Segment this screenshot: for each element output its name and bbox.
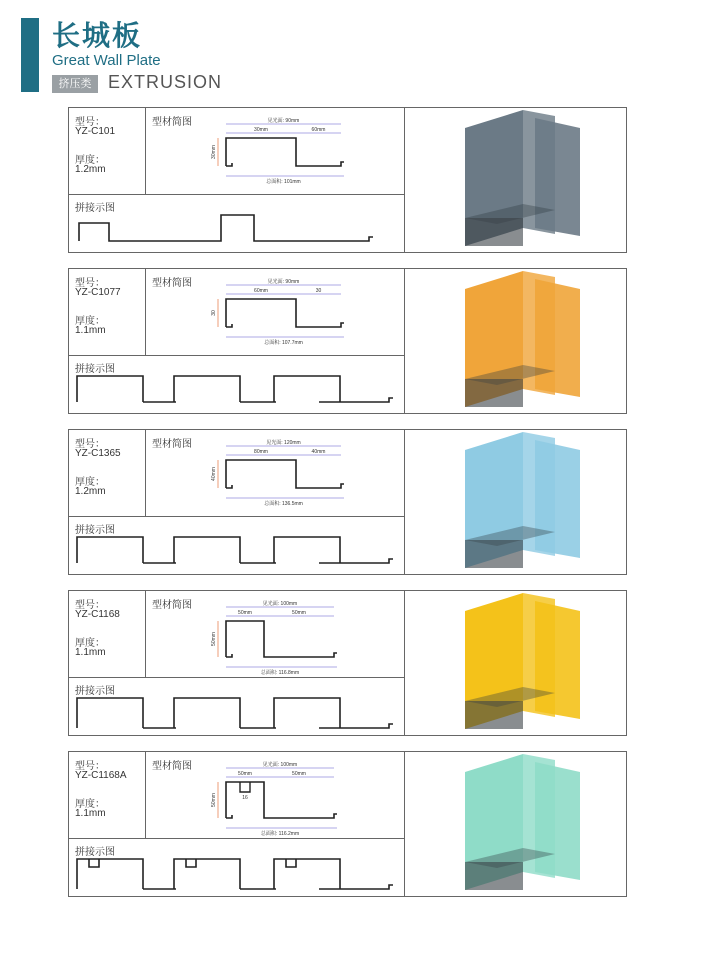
- dim-total: 总面积: 101mm: [266, 179, 301, 185]
- thickness-label: 厚度：: [75, 638, 105, 649]
- dim-right: 50mm: [292, 610, 306, 616]
- dim-total: 总面积: 116.2mm: [260, 831, 300, 837]
- profile-outline: [226, 299, 344, 327]
- thickness-value: 1.2mm: [75, 164, 106, 175]
- dim-right: 50mm: [292, 771, 306, 777]
- dim-visible-width: 见光面: 120mm: [266, 440, 301, 446]
- model-label: 型号：: [75, 439, 105, 450]
- thickness-value: 1.1mm: [75, 647, 106, 658]
- model-cell: [69, 430, 146, 517]
- product-render: [405, 108, 627, 252]
- product-photo: [405, 752, 627, 896]
- model-cell: [69, 752, 146, 839]
- dim-visible-width: 见光面: 100mm: [262, 762, 298, 768]
- dim-height: 30mm: [211, 145, 217, 159]
- dim-height: 30: [211, 310, 217, 316]
- drawing-label: 型材简图: [152, 761, 192, 772]
- profile-drawing: [146, 430, 405, 517]
- profile-hook: [226, 485, 232, 488]
- model-label: 型号：: [75, 278, 105, 289]
- product-card: [68, 751, 627, 897]
- model-cell: [69, 108, 146, 195]
- thickness-value: 1.1mm: [75, 808, 106, 819]
- splice-diagram-cell: [69, 195, 405, 252]
- model-label: 型号：: [75, 600, 105, 611]
- drawing-label: 型材简图: [152, 117, 192, 128]
- model-value: YZ-C1168: [75, 609, 120, 620]
- page-title: 长城板: [52, 19, 143, 52]
- splice-outline: [77, 698, 393, 728]
- splice-diagram-cell: [69, 517, 405, 574]
- dim-total: 总面积: 136.5mm: [264, 501, 303, 507]
- splice-diagram-cell: [69, 839, 405, 896]
- render-opening: [465, 540, 523, 568]
- drawing-label: 型材简图: [152, 278, 192, 289]
- profile-drawing: [146, 752, 405, 839]
- product-render: [405, 430, 627, 574]
- thickness-label: 厚度：: [75, 799, 105, 810]
- profile-hook: [226, 324, 232, 327]
- render-opening: [465, 701, 523, 729]
- profile-drawing: [146, 269, 405, 356]
- product-render: [405, 591, 627, 735]
- model-label: 型号：: [75, 117, 105, 128]
- splice-outline: [77, 376, 393, 402]
- model-cell: [69, 269, 146, 356]
- product-photo: [405, 269, 627, 413]
- profile-hook: [226, 163, 232, 166]
- profile-hook: [226, 654, 232, 657]
- splice-diagram-cell: [69, 356, 405, 413]
- dim-visible-width: 见光面: 90mm: [267, 118, 300, 124]
- product-card: [68, 107, 627, 253]
- render-flange: [535, 440, 580, 558]
- profile-drawing-cell: [146, 591, 405, 678]
- thickness-label: 厚度：: [75, 155, 105, 166]
- render-opening: [465, 218, 523, 246]
- dim-height: 40mm: [211, 467, 217, 481]
- dim-visible-width: 见光面: 90mm: [267, 279, 300, 285]
- splice-diagram: [69, 517, 405, 574]
- dim-total: 总面积: 107.7mm: [264, 340, 303, 346]
- model-value: YZ-C1365: [75, 448, 121, 459]
- dim-right: 40mm: [311, 449, 326, 455]
- model-label: 型号：: [75, 761, 105, 772]
- profile-hook: [226, 815, 232, 818]
- render-flange: [535, 279, 580, 397]
- splice-outline: [77, 537, 393, 563]
- product-photo: [405, 430, 627, 574]
- dim-left: 80mm: [254, 449, 268, 455]
- splice-diagram-cell: [69, 678, 405, 735]
- header-accent-bar: [21, 18, 39, 92]
- product-render: [405, 752, 627, 896]
- profile-drawing: [146, 108, 405, 195]
- dim-height: 50mm: [211, 793, 217, 807]
- profile-outline: [226, 138, 344, 166]
- splice-label: 拼接示图: [75, 525, 115, 536]
- profile-outline: [226, 460, 344, 488]
- model-value: YZ-C1077: [75, 287, 121, 298]
- product-card: [68, 590, 627, 736]
- splice-label: 拼接示图: [75, 364, 115, 375]
- product-card: [68, 268, 627, 414]
- dim-left: 50mm: [238, 771, 252, 777]
- product-card: [68, 429, 627, 575]
- thickness-value: 1.2mm: [75, 486, 106, 497]
- dim-height: 50mm: [211, 632, 217, 646]
- category-label: EXTRUSION: [108, 72, 223, 92]
- dim-notch: 16: [242, 795, 248, 801]
- profile-drawing-cell: [146, 108, 405, 195]
- profile-drawing-cell: [146, 269, 405, 356]
- render-flange: [535, 118, 580, 236]
- product-photo: [405, 591, 627, 735]
- profile-drawing-cell: [146, 430, 405, 517]
- category-badge: 挤压类: [52, 75, 98, 93]
- profile-drawing-cell: [146, 752, 405, 839]
- render-opening: [465, 862, 523, 890]
- dim-left: 30mm: [254, 127, 268, 133]
- dim-right: 30: [315, 288, 322, 294]
- thickness-value: 1.1mm: [75, 325, 106, 336]
- drawing-label: 型材简图: [152, 600, 192, 611]
- splice-label: 拼接示图: [75, 686, 115, 697]
- splice-diagram: [69, 195, 405, 252]
- render-flange: [535, 762, 580, 880]
- splice-label: 拼接示图: [75, 847, 115, 858]
- model-value: YZ-C1168A: [75, 770, 127, 781]
- dim-total: 总面积: 116.8mm: [260, 670, 300, 676]
- profile-notch: [240, 782, 250, 792]
- render-flange: [535, 601, 580, 719]
- product-photo: [405, 108, 627, 252]
- splice-diagram: [69, 839, 405, 896]
- splice-diagram: [69, 678, 405, 735]
- product-render: [405, 269, 627, 413]
- model-cell: [69, 591, 146, 678]
- thickness-label: 厚度：: [75, 316, 105, 327]
- drawing-label: 型材简图: [152, 439, 192, 450]
- splice-label: 拼接示图: [75, 203, 115, 214]
- model-value: YZ-C101: [75, 126, 116, 137]
- dim-right: 60mm: [311, 127, 326, 133]
- dim-left: 60mm: [254, 288, 268, 294]
- profile-outline: [226, 621, 337, 657]
- page-subtitle: Great Wall Plate: [52, 52, 161, 69]
- dim-left: 50mm: [238, 610, 252, 616]
- thickness-label: 厚度：: [75, 477, 105, 488]
- profile-drawing: [146, 591, 405, 678]
- splice-outline: [77, 859, 393, 889]
- splice-diagram: [69, 356, 405, 413]
- render-opening: [465, 379, 523, 407]
- splice-outline: [79, 215, 373, 241]
- dim-visible-width: 见光面: 100mm: [262, 601, 298, 607]
